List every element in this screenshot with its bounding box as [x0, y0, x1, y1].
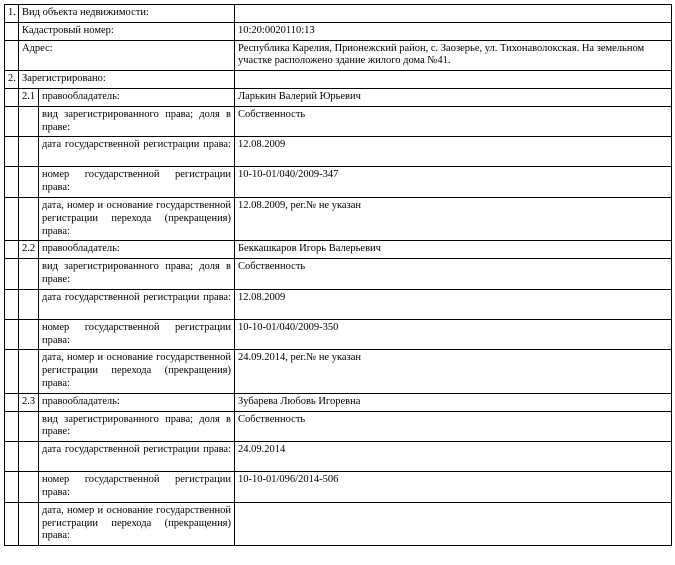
subsection-number-blank [19, 502, 39, 545]
transfer-basis-label: дата, номер и основание государственной регистрации перехода (прекращения) права: [39, 350, 235, 393]
row-number-blank [5, 319, 19, 350]
row-number-blank [5, 167, 19, 198]
row-number-blank [5, 137, 19, 167]
registration-date-label: дата государственной регистрации права: [39, 442, 235, 472]
table-row [5, 167, 672, 198]
row-number-blank [5, 197, 19, 240]
right-type-value: Собственность [235, 411, 672, 442]
holder-label: правообладатель: [39, 393, 235, 411]
table-row [5, 350, 672, 393]
registration-date-value: 12.08.2009 [235, 137, 672, 167]
row-number-blank [5, 40, 19, 71]
transfer-basis-label: дата, номер и основание государственной регистрации перехода (прекращения) права: [39, 502, 235, 545]
subsection-number-blank [19, 472, 39, 503]
transfer-basis-value: 24.09.2014, рег.№ не указан [235, 350, 672, 393]
subsection-number: 2.2 [19, 241, 39, 259]
table-row [5, 442, 672, 472]
transfer-basis-label: дата, номер и основание государственной регистрации перехода (прекращения) права: [39, 197, 235, 240]
table-row [5, 289, 672, 319]
section-number: 2. [5, 71, 19, 89]
registration-date-label: дата государственной регистрации права: [39, 137, 235, 167]
holder-value: Зубарева Любовь Игоревна [235, 393, 672, 411]
holder-value: Беккашкаров Игорь Валерьевич [235, 241, 672, 259]
registration-number-value: 10-10-01/040/2009-350 [235, 319, 672, 350]
registration-number-value: 10-10-01/040/2009-347 [235, 167, 672, 198]
table-row [5, 241, 672, 259]
address-value: Республика Карелия, Прионежский район, с. Заозерье, ул. Тихонаволокская. На земельном участке расположено здание жилого дома №41. [235, 40, 672, 71]
right-type-label: вид зарегистрированного права; доля в праве: [39, 106, 235, 137]
subsection-number-blank [19, 106, 39, 137]
table-row [5, 22, 672, 40]
right-type-value: Собственность [235, 106, 672, 137]
row-number-blank [5, 350, 19, 393]
subsection-number: 2.1 [19, 88, 39, 106]
cadastral-number-value: 10:20:0020110:13 [235, 22, 672, 40]
row-number-blank [5, 22, 19, 40]
table-row [5, 106, 672, 137]
section-title: Зарегистрировано: [19, 71, 235, 89]
section-number: 1. [5, 5, 19, 23]
subsection-number-blank [19, 167, 39, 198]
table-row [5, 393, 672, 411]
subsection-number-blank [19, 197, 39, 240]
table-row [5, 88, 672, 106]
right-type-value: Собственность [235, 259, 672, 290]
registration-date-value: 24.09.2014 [235, 442, 672, 472]
subsection-number: 2.3 [19, 393, 39, 411]
row-number-blank [5, 442, 19, 472]
subsection-number-blank [19, 319, 39, 350]
subsection-number-blank [19, 259, 39, 290]
section-title-value [235, 71, 672, 89]
row-number-blank [5, 241, 19, 259]
registration-date-value: 12.08.2009 [235, 289, 672, 319]
section-title: Вид объекта недвижимости: [19, 5, 235, 23]
registration-number-label: номер государственной регистрации права: [39, 319, 235, 350]
table-row [5, 259, 672, 290]
table-row [5, 5, 672, 23]
right-type-label: вид зарегистрированного права; доля в праве: [39, 411, 235, 442]
right-type-label: вид зарегистрированного права; доля в праве: [39, 259, 235, 290]
holder-label: правообладатель: [39, 88, 235, 106]
row-number-blank [5, 106, 19, 137]
cadastral-number-label: Кадастровый номер: [19, 22, 235, 40]
transfer-basis-value: 12.08.2009, рег.№ не указан [235, 197, 672, 240]
table-row [5, 40, 672, 71]
table-row [5, 319, 672, 350]
registration-date-label: дата государственной регистрации права: [39, 289, 235, 319]
row-number-blank [5, 411, 19, 442]
holder-label: правообладатель: [39, 241, 235, 259]
table-row [5, 411, 672, 442]
row-number-blank [5, 472, 19, 503]
row-number-blank [5, 393, 19, 411]
property-registration-table [4, 4, 672, 546]
table-row [5, 502, 672, 545]
subsection-number-blank [19, 350, 39, 393]
row-number-blank [5, 502, 19, 545]
subsection-number-blank [19, 411, 39, 442]
row-number-blank [5, 259, 19, 290]
section-title-value [235, 5, 672, 23]
subsection-number-blank [19, 137, 39, 167]
registration-number-label: номер государственной регистрации права: [39, 167, 235, 198]
table-row [5, 197, 672, 240]
holder-value: Ларькин Валерий Юрьевич [235, 88, 672, 106]
row-number-blank [5, 88, 19, 106]
registration-number-value: 10-10-01/096/2014-506 [235, 472, 672, 503]
table-row [5, 71, 672, 89]
subsection-number-blank [19, 289, 39, 319]
subsection-number-blank [19, 442, 39, 472]
transfer-basis-value [235, 502, 672, 545]
table-row [5, 137, 672, 167]
registration-number-label: номер государственной регистрации права: [39, 472, 235, 503]
row-number-blank [5, 289, 19, 319]
table-row [5, 472, 672, 503]
address-label: Адрес: [19, 40, 235, 71]
